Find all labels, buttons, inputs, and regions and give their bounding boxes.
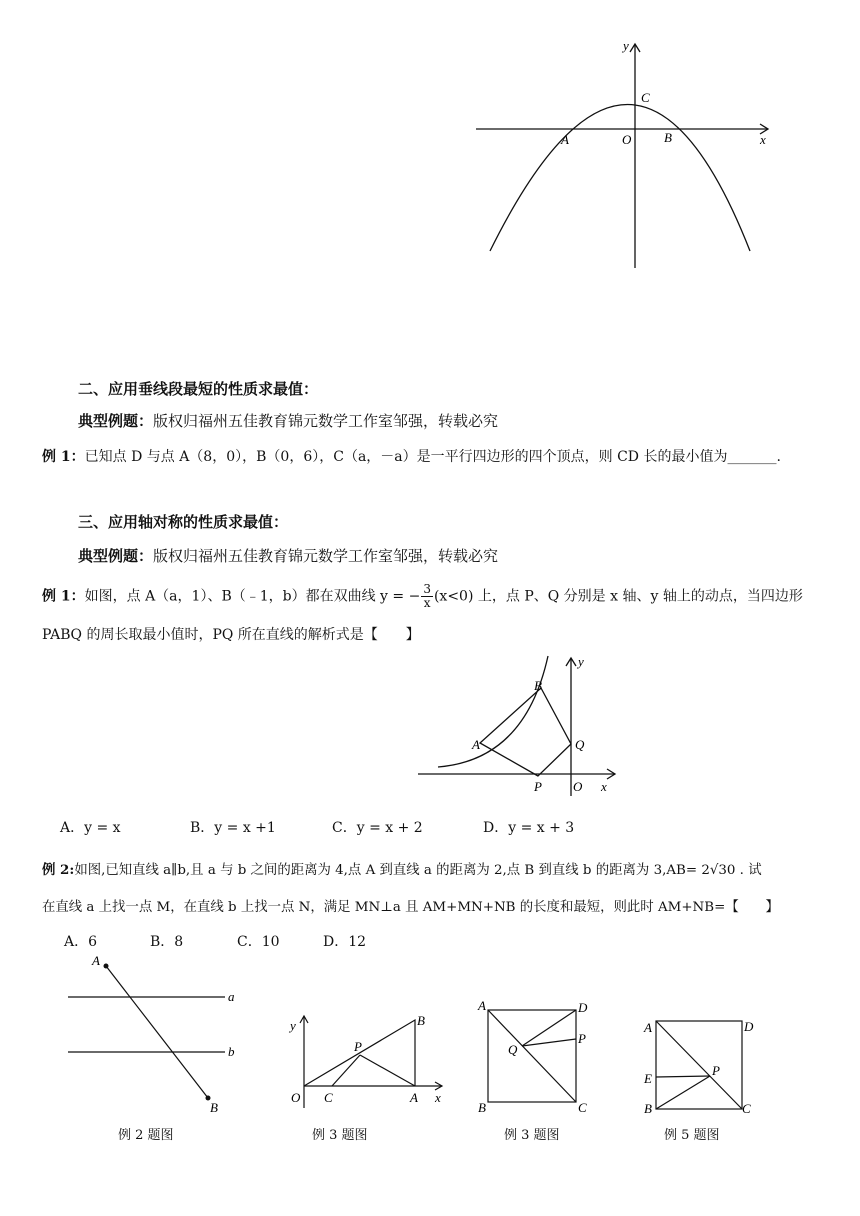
figure-caption: 例 2 题图	[118, 1128, 174, 1143]
example-text: 已知点 D 与点 A（8，0），B（0，6），C（a，－a）是一平行四边形的四个顶点，则 CD 长的最小值为_______.	[84, 449, 781, 465]
point-b-label: B	[644, 1101, 652, 1116]
choice-a: A．6	[64, 934, 98, 950]
example5-figure	[638, 1013, 763, 1121]
example-text: 如图,已知直线 a∥b,且 a 与 b 之间的距离为 4,点 A 到直线 a 的距离为 2,点 B 到直线 b 的距离为 3,AB= 2√30 . 试	[74, 863, 762, 878]
point-c-label: C	[742, 1101, 751, 1116]
point-b-label: B	[210, 1100, 218, 1115]
example3-square-figure	[474, 1000, 599, 1120]
point-a-label: A	[561, 132, 569, 147]
point-c-label: C	[578, 1100, 587, 1115]
example-label: 例 2:	[42, 862, 75, 878]
point-p-label: P	[578, 1031, 586, 1046]
point-d-label: D	[578, 1000, 588, 1015]
x-axis-label: x	[760, 132, 766, 147]
point-p-label: P	[354, 1039, 362, 1054]
point-q-label: Q	[508, 1042, 518, 1057]
hyperbola-figure	[410, 650, 625, 800]
choice-b: B．y = x +1	[190, 820, 276, 836]
section3-example1	[42, 583, 803, 610]
example-label: 例 1：	[42, 588, 85, 605]
y-axis-label: y	[578, 654, 584, 669]
point-b-label: B	[534, 678, 542, 693]
typical-label: 典型例题：	[78, 547, 154, 565]
point-q-label: Q	[575, 737, 585, 752]
section3-example1-line2: PABQ 的周长取最小值时，PQ 所在直线的解析式是【 】	[42, 627, 420, 643]
example3-coordinate-figure	[280, 1010, 450, 1120]
choice-d: D．12	[323, 934, 367, 950]
line-a-label: a	[228, 989, 235, 1004]
choice-a: A．y = x	[60, 820, 121, 836]
figure-caption: 例 3 题图	[504, 1128, 560, 1143]
point-b-label: B	[664, 130, 672, 145]
point-a-label: A	[92, 953, 100, 968]
line-b-label: b	[228, 1044, 235, 1059]
section2-typical	[78, 410, 498, 431]
figure-caption: 例 3 题图	[312, 1128, 368, 1143]
point-a-label: A	[478, 1000, 486, 1013]
example-text-part1: 如图，点 A（a，1）、B（﹣1，b）都在双曲线 y = −	[84, 588, 421, 605]
origin-label: O	[291, 1090, 301, 1105]
section3-title: 三、应用轴对称的性质求最值：	[78, 513, 289, 531]
parabola-curve	[490, 105, 750, 252]
point-a-label: A	[410, 1090, 418, 1105]
x-axis-label: x	[601, 779, 607, 794]
choice-d: D．y = x + 3	[483, 820, 575, 836]
point-a-label: A	[644, 1020, 652, 1035]
origin-label: O	[622, 132, 632, 147]
typical-label: 典型例题：	[78, 412, 154, 430]
example-text-part2: (x<0) 上，点 P、Q 分别是 x 轴、y 轴上的动点，当四边形	[433, 588, 803, 605]
choice-b: B．8	[150, 934, 184, 950]
point-d-label: D	[744, 1019, 754, 1034]
parabola-figure	[470, 36, 780, 276]
origin-label: O	[573, 779, 583, 794]
point-b-label: B	[478, 1100, 486, 1115]
example-label: 例 1：	[42, 449, 85, 465]
quadrilateral-pabq	[480, 688, 571, 776]
choice-c: C．y = x + 2	[332, 820, 423, 836]
point-p-label: P	[712, 1063, 720, 1078]
fraction	[421, 583, 433, 610]
fraction-numerator: 3	[423, 582, 431, 596]
y-axis-label: y	[290, 1018, 296, 1033]
point-e-label: E	[644, 1071, 652, 1086]
point-b-label: B	[417, 1013, 425, 1028]
point-p-label: P	[534, 779, 542, 794]
x-axis-label: x	[435, 1090, 441, 1105]
section3-typical	[78, 545, 498, 566]
section3-example2	[42, 859, 762, 878]
choice-c: C．10	[237, 934, 280, 950]
typical-text: 版权归福州五佳教育锦元数学工作室邹强，转载必究	[153, 412, 499, 430]
point-a-label: A	[472, 737, 480, 752]
point-c-label: C	[324, 1090, 333, 1105]
section2-example1	[42, 446, 781, 466]
section3-example2-line2: 在直线 a 上找一点 M，在直线 b 上找一点 N，满足 MN⊥a 且 AM+MN+NB 的长度和最短，则此时 AM+NB=【 】	[42, 900, 779, 915]
typical-text: 版权归福州五佳教育锦元数学工作室邹强，转载必究	[153, 547, 499, 565]
figure-caption: 例 5 题图	[664, 1128, 720, 1143]
example2-figure	[60, 952, 250, 1117]
y-axis-label: y	[623, 38, 629, 53]
point-c-label: C	[641, 90, 650, 105]
fraction-denominator: x	[423, 596, 431, 610]
section2-title: 二、应用垂线段最短的性质求最值：	[78, 380, 319, 398]
